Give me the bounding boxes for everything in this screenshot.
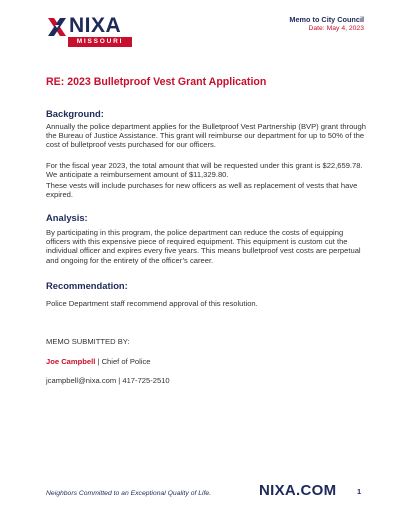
footer-tagline: Neighbors Committed to an Exceptional Quality of Life.	[46, 490, 212, 497]
background-heading: Background:	[46, 108, 104, 119]
submitted-by-label: MEMO SUBMITTED BY:	[46, 337, 130, 346]
recommendation-heading: Recommendation:	[46, 280, 128, 291]
background-paragraph-2: For the fiscal year 2023, the total amount that will be requested under this grant is $22,659.78. We anticipate a reimbursement amount of $11,329.80.	[46, 161, 363, 180]
subject-heading: RE: 2023 Bulletproof Vest Grant Application	[46, 76, 267, 88]
logo-state-band: MISSOURI	[68, 37, 132, 47]
memo-date: Date: May 4, 2023	[308, 25, 364, 32]
signature-line	[46, 357, 366, 366]
nixa-logo	[46, 14, 134, 50]
submitter-title: | Chief of Police	[95, 357, 151, 366]
memo-title: Memo to City Council	[289, 15, 364, 24]
background-paragraph-3: These vests will include purchases for new officers as well as replacement of vests that have expired.	[46, 181, 358, 200]
logo-x-mark-icon	[46, 16, 68, 38]
submitter-contact: jcampbell@nixa.com | 417-725-2510	[46, 376, 170, 385]
footer-website: NIXA.COM	[259, 482, 337, 499]
analysis-paragraph: By participating in this program, the police department can reduce the costs of equipping officers with this expensive piece of required equipment. This equipment is custom cut the individual officer and expires every five years. This means bulletproof vest costs are perpetual and ongoing for the entirety of the officer’s career.	[46, 228, 361, 265]
background-paragraph-1: Annually the police department applies for the Bulletproof Vest Partnership (BVP) grant through the Bureau of Justice Assistance. This grant will reimburse our department for up to 50% of the cost of bulletproof vests purchased for our officers.	[46, 122, 366, 150]
logo-wordmark: NIXA	[69, 14, 122, 37]
recommendation-paragraph: Police Department staff recommend approval of this resolution.	[46, 299, 258, 308]
submitter-name: Joe Campbell	[46, 357, 96, 366]
analysis-heading: Analysis:	[46, 212, 88, 223]
page-number: 1	[357, 487, 362, 496]
